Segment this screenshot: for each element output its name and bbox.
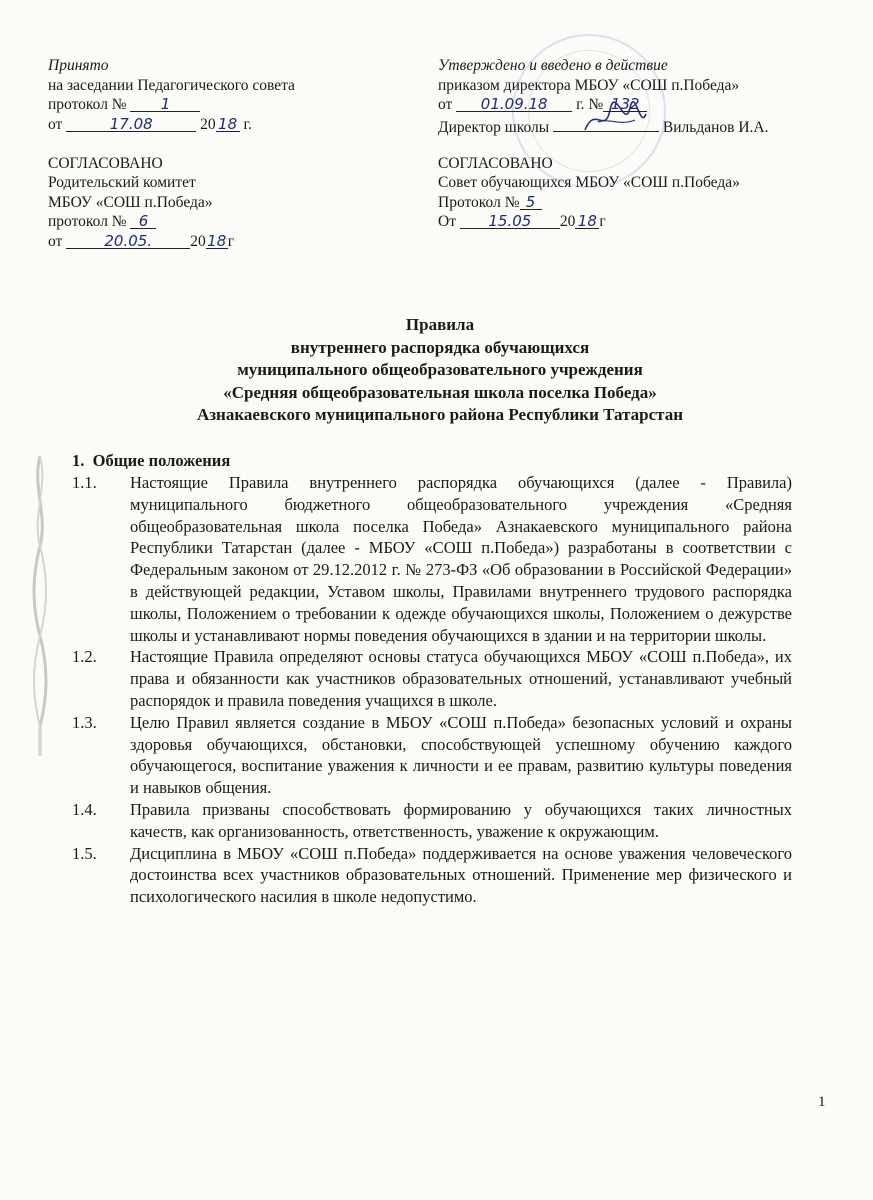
order-date-field: 01.09.18	[456, 95, 572, 112]
council-line: на заседании Педагогического совета	[48, 76, 295, 94]
order-number-field: 132	[603, 95, 647, 112]
title-line-2: внутреннего распорядка обучающихся	[290, 337, 590, 357]
document-title	[60, 314, 820, 427]
clause: 1.1. Настоящие Правила внутреннего распорядка обучающихся (далее - Правила) муниципального бюджетного общеобразовательного учреждения «Средняя общеобразовательная школа поселка Победа» Азнакаевского муниципального района Республики Татарстан (далее - МБОУ «СОШ п.Победа») разработаны в соответствии с Федеральным законом от 29.12.2012 г. № 273-ФЗ «Об образовании в Российской Федерации» в действующей редакции, Уставом школы, Правилами внутреннего трудового распорядка школы, Положением о требовании к одежде обучающихся школы, Положением о дежурстве школы и устанавливают нормы поведения обучающихся в здании и на территории школы.	[72, 473, 792, 645]
clause-list	[72, 472, 792, 908]
accepted-label: Принято	[48, 57, 109, 74]
title-line-1: Правила	[405, 315, 475, 334]
student-council-line: Совет обучающихся МБОУ «СОШ п.Победа»	[438, 174, 740, 191]
order-line: приказом директора МБОУ «СОШ п.Победа»	[438, 76, 740, 94]
director-signature-field	[553, 115, 659, 132]
clause: 1.4. Правила призваны способствовать формированию у обучающихся таких личностных качеств, как организованность, ответственность, уважение к окружающим.	[72, 799, 792, 841]
year-field-2: 18	[207, 231, 227, 250]
agreed-label: СОГЛАСОВАНО	[48, 154, 163, 172]
director-line: Директор школы Вильданов И.А.	[438, 115, 838, 135]
school-name-line: МБОУ «СОШ п.Победа»	[48, 193, 213, 211]
clause: 1.3. Целю Правил является создание в МБОУ «СОШ п.Победа» безопасных условий и охраны здоровья обучающихся, обстановки, способствующей успешному обучению каждого обучающегося, воспитание уважения к личности и ее правам, развитию культуры поведения и навыков общения.	[72, 712, 792, 798]
date-line: от 17.08 20 18 г.	[48, 114, 252, 133]
title-line-3: муниципального общеобразовательного учреждения	[237, 360, 643, 379]
parent-committee-line: Родительский комитет	[48, 174, 196, 191]
section-heading: 1. Общие положения	[72, 451, 231, 470]
protocol-number-field: 1	[130, 95, 200, 112]
date-line-3: От 15.05 20 18 г	[438, 212, 606, 230]
year-field: 18	[216, 115, 240, 132]
clause: 1.5. Дисциплина в МБОУ «СОШ п.Победа» поддерживается на основе уважения человеческого достоинства всех участников образовательных отношений. Применение мер физического и психологического насилия в школе недопустимо.	[72, 843, 792, 907]
protocol-line-3: Протокол № 5	[438, 193, 838, 213]
left-approval-block	[48, 56, 408, 251]
protocol-number-field-3: 5	[520, 193, 542, 210]
year-field-3: 18	[575, 212, 599, 229]
page-number: 1	[818, 1094, 826, 1110]
right-approval-block	[438, 56, 838, 232]
title-line-4: «Средняя общеобразовательная школа поселка Победа»	[223, 382, 657, 402]
date-line-2: от 20.05. 2018г	[48, 231, 235, 250]
protocol-number-field-2: 6	[130, 212, 156, 229]
clause: 1.2. Настоящие Правила определяют основы статуса обучающихся МБОУ «СОШ п.Победа», их права и обязанности как участников образовательных отношений, устанавливают учебный распорядок и правила поведения учащихся в школе.	[72, 647, 792, 710]
approved-label: Утверждено и введено в действие	[438, 57, 668, 74]
protocol-line-2: протокол № 6	[48, 212, 408, 232]
agreed-label-right: СОГЛАСОВАНО	[438, 154, 553, 172]
title-line-5: Азнакаевского муниципального района Республики Татарстан	[196, 405, 684, 424]
protocol-line: протокол № 1	[48, 95, 408, 115]
order-date-line: от 01.09.18 г. № 132	[438, 95, 838, 115]
date-field: 17.08	[66, 115, 196, 132]
date-field-2: 20.05.	[66, 232, 190, 249]
binding-thread-icon	[30, 456, 50, 756]
date-field-3: 15.05	[460, 212, 560, 229]
